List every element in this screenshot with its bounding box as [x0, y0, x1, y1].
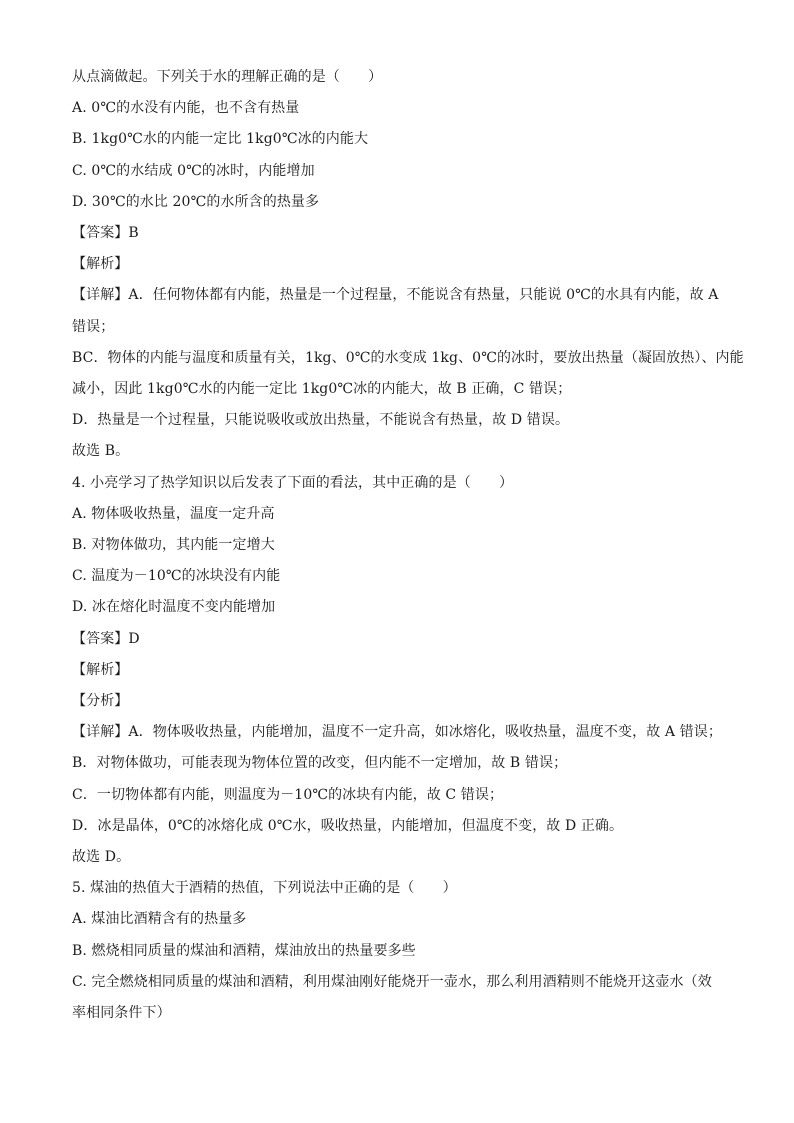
document-page — [72, 62, 744, 1029]
question-3-stem-tail: 从点滴做起。下列关于水的理解正确的是（ ） — [72, 69, 383, 85]
question-4-conclusion: 故选 D。 — [72, 849, 131, 866]
question-3-conclusion: 故选 B。 — [72, 443, 130, 460]
question-3-option-d: D. 30℃的水比 20℃的水所含的热量多 — [72, 193, 320, 210]
question-4-answer: 【答案】D — [72, 630, 140, 647]
question-4-option-d: D. 冰在熔化时温度不变内能增加 — [72, 599, 276, 616]
question-3-detail-line-2: 错误； — [72, 318, 115, 335]
question-4-option-a: A. 物体吸收热量，温度一定升高 — [72, 505, 275, 522]
question-5-option-b: B. 燃烧相同质量的煤油和酒精，煤油放出的热量要多些 — [72, 942, 416, 959]
question-5-option-c-line-1: C. 完全燃烧相同质量的煤油和酒精，利用煤油刚好能烧开一壶水，那么利用酒精则不能烧开这壶水（效 — [72, 973, 712, 990]
question-3-detail-line-4: 减小，因此 1kg0℃水的内能一定比 1kg0℃冰的内能大，故 B 正确，C 错误； — [72, 381, 572, 398]
question-3-option-a: A. 0℃的水没有内能，也不含有热量 — [72, 100, 300, 117]
question-3-option-b: B. 1kg0℃水的内能一定比 1kg0℃冰的内能大 — [72, 131, 369, 148]
question-4-reasoning-heading: 【分析】 — [72, 693, 129, 710]
question-4-option-b: B. 对物体做功，其内能一定增大 — [72, 537, 275, 554]
question-4-option-c: C. 温度为－10℃的冰块没有内能 — [72, 568, 281, 585]
question-3-detail-line-5: D．热量是一个过程量，只能说吸收或放出热量，不能说含有热量，故 D 错误。 — [72, 412, 570, 429]
question-4-analysis-heading: 【解析】 — [72, 661, 129, 678]
question-4-detail-line-3: C．一切物体都有内能，则温度为－10℃的冰块有内能，故 C 错误； — [72, 786, 504, 803]
question-4-stem: 4. 小亮学习了热学知识以后发表了下面的看法，其中正确的是（ ） — [72, 474, 514, 491]
question-4-detail-line-1: 【详解】A．物体吸收热量，内能增加，温度不一定升高，如冰熔化，吸收热量，温度不变，故 A 错误； — [72, 724, 722, 741]
question-4-detail-line-4: D．冰是晶体，0℃的冰熔化成 0℃水，吸收热量，内能增加，但温度不变，故 D 正确。 — [72, 817, 624, 834]
question-5-option-c-line-2: 率相同条件下） — [72, 1005, 171, 1022]
question-3-detail-line-3: BC．物体的内能与温度和质量有关，1kg、0℃的水变成 1kg、0℃的冰时，要放出热量（凝固放热）、内能 — [72, 349, 744, 366]
question-3-analysis-heading: 【解析】 — [72, 256, 129, 273]
question-3-detail-line-1: 【详解】A．任何物体都有内能，热量是一个过程量，不能说含有热量，只能说 0℃的水具有内能，故 A — [72, 287, 719, 304]
question-5-option-a: A. 煤油比酒精含有的热量多 — [72, 911, 247, 928]
question-5-stem: 5. 煤油的热值大于酒精的热值，下列说法中正确的是（ ） — [72, 880, 457, 897]
question-4-detail-line-2: B．对物体做功，可能表现为物体位置的改变，但内能不一定增加，故 B 错误； — [72, 755, 568, 772]
question-3-answer: 【答案】B — [72, 225, 139, 242]
question-3-option-c: C. 0℃的水结成 0℃的冰时，内能增加 — [72, 162, 315, 179]
